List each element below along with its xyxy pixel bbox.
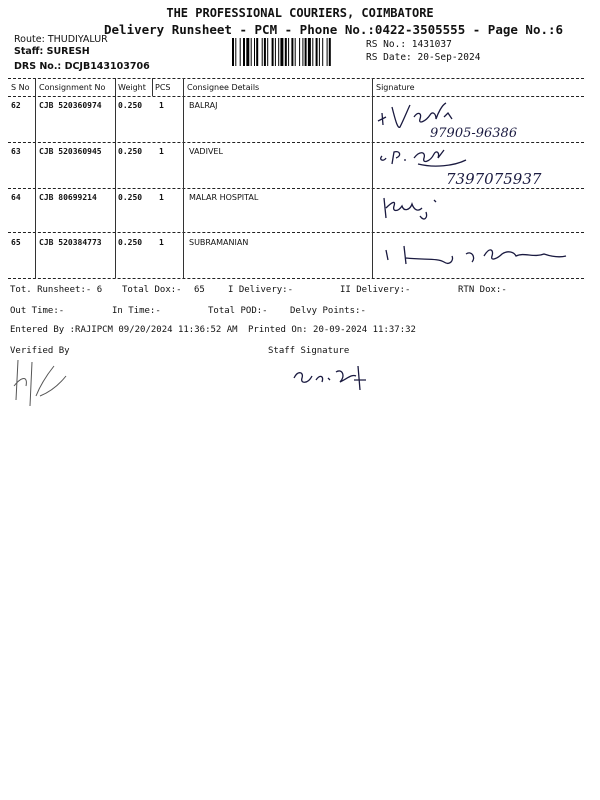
rs-no-line [366, 39, 452, 50]
drs-line [14, 61, 150, 72]
delvy-points: Delvy Points:- [290, 306, 366, 316]
row-consignment: CJB 520360945 [39, 147, 102, 156]
consignee-signature [374, 99, 584, 143]
barcode-bar [329, 38, 331, 66]
rs-date-line [366, 52, 480, 63]
row-sno: 63 [11, 147, 21, 156]
barcode-bar [308, 38, 311, 66]
col-pcs-header: PCS [155, 83, 171, 92]
tot-runsheet: Tot. Runsheet:- 6 [10, 285, 103, 295]
row-divider [8, 232, 584, 233]
row-consignee: BALRAJ [189, 101, 218, 110]
consignee-phone: 97905-96386 [430, 126, 518, 141]
col-sno-header: S No [11, 83, 30, 92]
row-pcs: 1 [159, 101, 164, 110]
rs-no-label: RS No.: [366, 39, 407, 50]
drs-value: DCJB143103706 [64, 61, 150, 72]
barcode-bar [295, 38, 296, 66]
total-dox-value: 65 [194, 285, 205, 295]
row-weight: 0.250 [118, 147, 143, 156]
staff-signature [290, 360, 380, 396]
barcode-bar [275, 38, 276, 66]
row-weight: 0.250 [118, 193, 143, 202]
barcode-bar [243, 38, 245, 66]
i-delivery: I Delivery:- [228, 285, 294, 295]
row-sno: 62 [11, 101, 21, 110]
consignee-signature [374, 144, 584, 190]
barcode-bar [264, 38, 266, 66]
barcode-bar [280, 38, 283, 66]
staff-value: SURESH [46, 46, 90, 57]
route-value: THUDIYALUR [47, 34, 108, 45]
row-pcs: 1 [159, 238, 164, 247]
barcode-bar [254, 38, 255, 66]
staff-label: Staff: [14, 46, 44, 57]
ii-delivery: II Delivery:- [340, 285, 411, 295]
runsheet-title: Delivery Runsheet - PCM - Phone No.:0422-3505555 - Page No.:6 [104, 22, 564, 37]
column-separator [372, 78, 373, 278]
barcode-bar [246, 38, 249, 66]
rs-date-value: 20-Sep-2024 [417, 52, 481, 63]
consignee-phone: 7397075937 [446, 170, 542, 188]
barcode-bar [262, 38, 263, 66]
entered-by: Entered By :RAJIPCM 09/20/2024 11:36:52 AM [10, 325, 238, 335]
total-dox-label: Total Dox:- [122, 285, 182, 295]
barcode-bar [291, 38, 293, 66]
column-separator [152, 78, 153, 96]
barcode-bar [299, 38, 300, 66]
barcode-bar [232, 38, 234, 66]
row-consignee: SUBRAMANIAN [189, 238, 249, 247]
barcode-bar [267, 38, 268, 66]
table-bottom-rule [8, 278, 584, 279]
total-pod: Total POD:- [208, 306, 268, 316]
rs-no-value: 1431037 [411, 39, 452, 50]
rs-date-label: RS Date: [366, 52, 412, 63]
barcode-bar [278, 38, 279, 66]
barcode-bar [312, 38, 313, 66]
consignee-signature [374, 190, 474, 230]
row-weight: 0.250 [118, 101, 143, 110]
col-signature-header: Signature [376, 83, 415, 92]
barcode [232, 38, 360, 66]
barcode-bar [322, 38, 323, 66]
barcode-bar [235, 38, 236, 66]
staff-line [14, 46, 90, 57]
table-top-rule [8, 78, 584, 79]
company-name: THE PROFESSIONAL COURIERS, COIMBATORE [166, 6, 434, 20]
route-line [14, 34, 108, 45]
staff-signature-label: Staff Signature [268, 346, 350, 356]
barcode-bar [302, 38, 303, 66]
verified-by-label: Verified By [10, 346, 70, 356]
barcode-bar [288, 38, 289, 66]
row-pcs: 1 [159, 147, 164, 156]
row-sno: 64 [11, 193, 21, 202]
barcode-bar [305, 38, 307, 66]
barcode-bar [256, 38, 258, 66]
row-consignment: CJB 520360974 [39, 101, 102, 110]
row-consignee: MALAR HOSPITAL [189, 193, 259, 202]
header-bottom-rule [8, 96, 584, 97]
verifier-signature [10, 356, 80, 412]
column-separator [115, 78, 116, 278]
row-pcs: 1 [159, 193, 164, 202]
barcode-bar [251, 38, 252, 66]
col-consignment-header: Consignment No [39, 83, 106, 92]
barcode-bar [319, 38, 320, 66]
column-separator [35, 78, 36, 278]
column-separator [183, 78, 184, 278]
row-sno: 65 [11, 238, 21, 247]
col-weight-header: Weight [118, 83, 146, 92]
rtn-dox: RTN Dox:- [458, 285, 507, 295]
drs-label: DRS No.: [14, 61, 62, 72]
barcode-bar [272, 38, 274, 66]
barcode-bar [240, 38, 241, 66]
col-consignee-header: Consignee Details [187, 83, 260, 92]
barcode-bar [316, 38, 318, 66]
row-weight: 0.250 [118, 238, 143, 247]
row-consignment: CJB 80699214 [39, 193, 97, 202]
route-label: Route: [14, 34, 45, 45]
consignee-signature [374, 236, 584, 276]
row-consignment: CJB 520384773 [39, 238, 102, 247]
barcode-bar [285, 38, 287, 66]
printed-on: Printed On: 20-09-2024 11:37:32 [248, 325, 416, 335]
out-time: Out Time:- [10, 306, 65, 316]
row-consignee: VADIVEL [189, 147, 223, 156]
in-time: In Time:- [112, 306, 161, 316]
barcode-bar [327, 38, 328, 66]
